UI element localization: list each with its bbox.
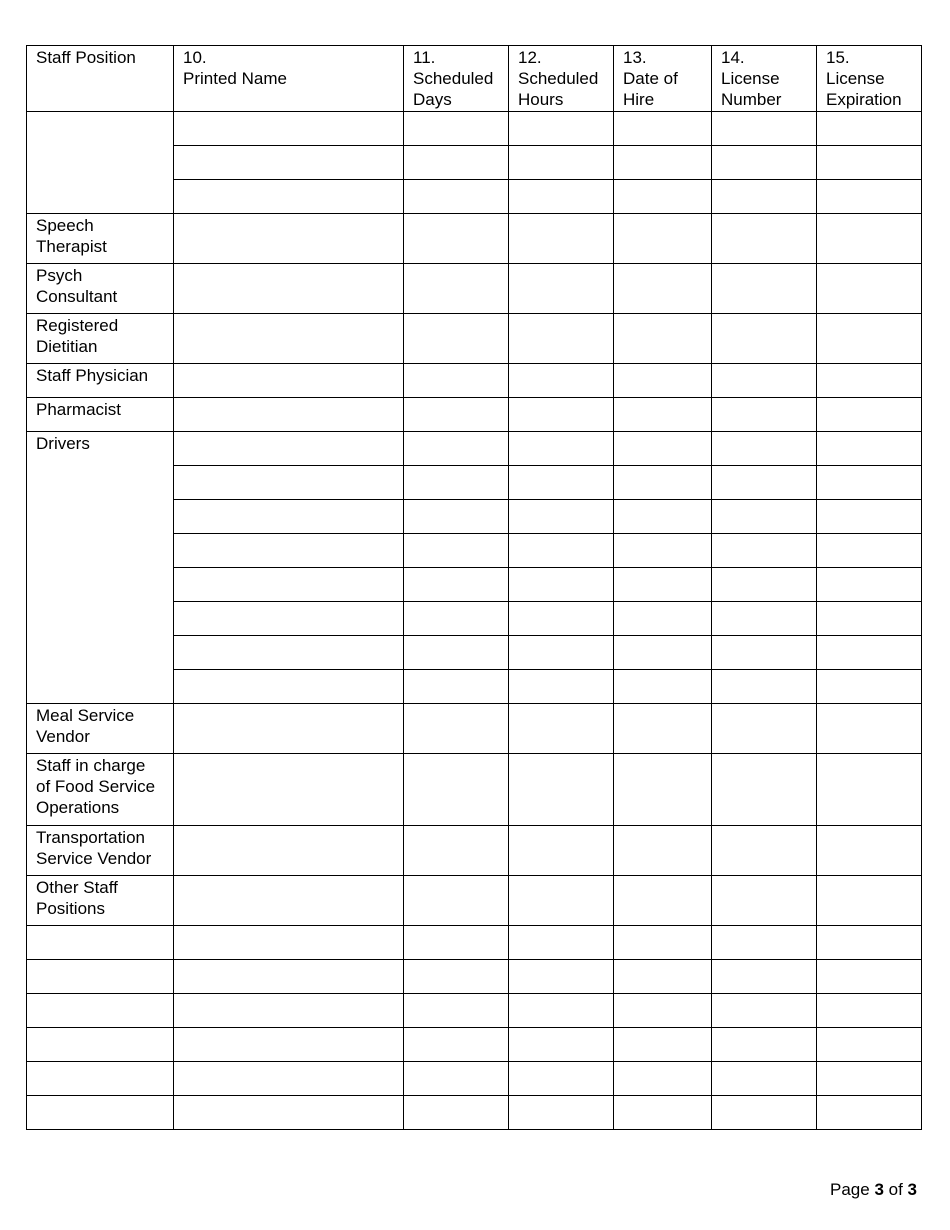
scheduled-days-field[interactable] [404, 314, 509, 364]
printed-name-field[interactable] [174, 1028, 404, 1062]
date-of-hire-field[interactable] [614, 704, 712, 754]
license-number-field[interactable] [712, 112, 817, 146]
license-number-field[interactable] [712, 754, 817, 826]
license-number-field[interactable] [712, 180, 817, 214]
staff-position-cell: Transportation Service Vendor [27, 826, 174, 876]
printed-name-field[interactable] [174, 1062, 404, 1096]
date-of-hire-field[interactable] [614, 264, 712, 314]
license-expiration-field[interactable] [817, 146, 922, 180]
staff-table [26, 45, 922, 1130]
table-row [27, 1062, 922, 1096]
scheduled-hours-field[interactable] [509, 636, 614, 670]
scheduled-days-field[interactable] [404, 214, 509, 264]
staff-position-cell[interactable] [27, 960, 174, 994]
printed-name-field[interactable] [174, 398, 404, 432]
scheduled-days-field[interactable] [404, 500, 509, 534]
date-of-hire-field[interactable] [614, 670, 712, 704]
license-number-field[interactable] [712, 466, 817, 500]
table-row [27, 398, 922, 432]
date-of-hire-field[interactable] [614, 636, 712, 670]
scheduled-hours-field[interactable] [509, 1028, 614, 1062]
staff-position-cell: Registered Dietitian [27, 314, 174, 364]
printed-name-field[interactable] [174, 926, 404, 960]
total-pages: 3 [907, 1180, 917, 1199]
license-number-field[interactable] [712, 432, 817, 466]
license-expiration-field[interactable] [817, 960, 922, 994]
date-of-hire-field[interactable] [614, 568, 712, 602]
license-number-field[interactable] [712, 826, 817, 876]
license-expiration-field[interactable] [817, 754, 922, 826]
printed-name-field[interactable] [174, 180, 404, 214]
license-number-field[interactable] [712, 500, 817, 534]
license-expiration-field[interactable] [817, 670, 922, 704]
date-of-hire-field[interactable] [614, 754, 712, 826]
scheduled-hours-field[interactable] [509, 1062, 614, 1096]
date-of-hire-field[interactable] [614, 926, 712, 960]
table-row [27, 876, 922, 926]
printed-name-field[interactable] [174, 754, 404, 826]
date-of-hire-field[interactable] [614, 314, 712, 364]
scheduled-hours-field[interactable] [509, 364, 614, 398]
scheduled-days-field[interactable] [404, 670, 509, 704]
staff-position-cell[interactable] [27, 1028, 174, 1062]
table-row [27, 1096, 922, 1130]
date-of-hire-field[interactable] [614, 180, 712, 214]
printed-name-field[interactable] [174, 826, 404, 876]
staff-position-cell: Speech Therapist [27, 214, 174, 264]
license-expiration-field[interactable] [817, 314, 922, 364]
staff-position-cell: Meal Service Vendor [27, 704, 174, 754]
staff-position-cell[interactable] [27, 926, 174, 960]
page-of: of [883, 1180, 908, 1199]
license-number-field[interactable] [712, 264, 817, 314]
table-row [27, 926, 922, 960]
printed-name-field[interactable] [174, 568, 404, 602]
scheduled-hours-field[interactable] [509, 466, 614, 500]
date-of-hire-field[interactable] [614, 146, 712, 180]
date-of-hire-field[interactable] [614, 1028, 712, 1062]
license-number-field[interactable] [712, 314, 817, 364]
printed-name-field[interactable] [174, 1096, 404, 1130]
license-number-field[interactable] [712, 1028, 817, 1062]
scheduled-hours-field[interactable] [509, 534, 614, 568]
scheduled-hours-field[interactable] [509, 112, 614, 146]
license-expiration-field[interactable] [817, 432, 922, 466]
scheduled-hours-field[interactable] [509, 1096, 614, 1130]
scheduled-hours-field[interactable] [509, 960, 614, 994]
license-number-field[interactable] [712, 602, 817, 636]
printed-name-field[interactable] [174, 704, 404, 754]
license-expiration-field[interactable] [817, 1096, 922, 1130]
license-expiration-field[interactable] [817, 994, 922, 1028]
license-expiration-field[interactable] [817, 876, 922, 926]
table-row [27, 704, 922, 754]
license-number-field[interactable] [712, 670, 817, 704]
license-number-field[interactable] [712, 398, 817, 432]
scheduled-hours-field[interactable] [509, 314, 614, 364]
license-expiration-field[interactable] [817, 214, 922, 264]
header-date-of-hire: 13. Date of Hire [614, 46, 712, 112]
date-of-hire-field[interactable] [614, 1096, 712, 1130]
scheduled-days-field[interactable] [404, 636, 509, 670]
license-number-field[interactable] [712, 960, 817, 994]
scheduled-days-field[interactable] [404, 466, 509, 500]
license-expiration-field[interactable] [817, 1028, 922, 1062]
scheduled-days-field[interactable] [404, 534, 509, 568]
printed-name-field[interactable] [174, 534, 404, 568]
scheduled-days-field[interactable] [404, 112, 509, 146]
printed-name-field[interactable] [174, 602, 404, 636]
scheduled-hours-field[interactable] [509, 994, 614, 1028]
date-of-hire-field[interactable] [614, 1062, 712, 1096]
scheduled-hours-field[interactable] [509, 432, 614, 466]
scheduled-hours-field[interactable] [509, 704, 614, 754]
printed-name-field[interactable] [174, 466, 404, 500]
scheduled-hours-field[interactable] [509, 670, 614, 704]
date-of-hire-field[interactable] [614, 826, 712, 876]
license-number-field[interactable] [712, 534, 817, 568]
date-of-hire-field[interactable] [614, 994, 712, 1028]
page-prefix: Page [830, 1180, 875, 1199]
staff-position-cell: Staff Physician [27, 364, 174, 398]
scheduled-days-field[interactable] [404, 602, 509, 636]
license-expiration-field[interactable] [817, 568, 922, 602]
license-expiration-field[interactable] [817, 534, 922, 568]
table-row [27, 826, 922, 876]
scheduled-days-field[interactable] [404, 704, 509, 754]
scheduled-hours-field[interactable] [509, 398, 614, 432]
scheduled-days-field[interactable] [404, 364, 509, 398]
license-number-field[interactable] [712, 146, 817, 180]
current-page: 3 [874, 1180, 884, 1199]
staff-position-cell[interactable] [27, 994, 174, 1028]
date-of-hire-field[interactable] [614, 960, 712, 994]
scheduled-hours-field[interactable] [509, 926, 614, 960]
license-expiration-field[interactable] [817, 926, 922, 960]
scheduled-days-field[interactable] [404, 754, 509, 826]
scheduled-hours-field[interactable] [509, 568, 614, 602]
date-of-hire-field[interactable] [614, 466, 712, 500]
table-row [27, 364, 922, 398]
printed-name-field[interactable] [174, 670, 404, 704]
license-number-field[interactable] [712, 1062, 817, 1096]
date-of-hire-field[interactable] [614, 398, 712, 432]
table-row [27, 432, 922, 466]
license-number-field[interactable] [712, 364, 817, 398]
license-expiration-field[interactable] [817, 112, 922, 146]
license-number-field[interactable] [712, 876, 817, 926]
scheduled-days-field[interactable] [404, 826, 509, 876]
date-of-hire-field[interactable] [614, 876, 712, 926]
license-number-field[interactable] [712, 994, 817, 1028]
license-expiration-field[interactable] [817, 704, 922, 754]
staff-position-cell: Psych Consultant [27, 264, 174, 314]
license-expiration-field[interactable] [817, 364, 922, 398]
scheduled-days-field[interactable] [404, 1062, 509, 1096]
scheduled-days-field[interactable] [404, 180, 509, 214]
date-of-hire-field[interactable] [614, 534, 712, 568]
header-row [27, 46, 922, 112]
header-staff-position: Staff Position [27, 46, 174, 112]
scheduled-days-field[interactable] [404, 432, 509, 466]
scheduled-hours-field[interactable] [509, 180, 614, 214]
license-expiration-field[interactable] [817, 1062, 922, 1096]
scheduled-hours-field[interactable] [509, 500, 614, 534]
scheduled-days-field[interactable] [404, 264, 509, 314]
header-license-number: 14. License Number [712, 46, 817, 112]
scheduled-days-field[interactable] [404, 568, 509, 602]
printed-name-field[interactable] [174, 994, 404, 1028]
staff-position-cell: Drivers [27, 432, 174, 704]
date-of-hire-field[interactable] [614, 432, 712, 466]
header-printed-name: 10. Printed Name [174, 46, 404, 112]
header-scheduled-days: 11. Scheduled Days [404, 46, 509, 112]
license-expiration-field[interactable] [817, 636, 922, 670]
printed-name-field[interactable] [174, 264, 404, 314]
staff-position-cell[interactable] [27, 112, 174, 214]
staff-position-cell[interactable] [27, 1062, 174, 1096]
license-expiration-field[interactable] [817, 264, 922, 314]
scheduled-hours-field[interactable] [509, 754, 614, 826]
table-row [27, 112, 922, 146]
date-of-hire-field[interactable] [614, 602, 712, 636]
scheduled-hours-field[interactable] [509, 214, 614, 264]
staff-position-cell: Pharmacist [27, 398, 174, 432]
date-of-hire-field[interactable] [614, 500, 712, 534]
license-number-field[interactable] [712, 926, 817, 960]
license-expiration-field[interactable] [817, 180, 922, 214]
scheduled-hours-field[interactable] [509, 876, 614, 926]
license-expiration-field[interactable] [817, 602, 922, 636]
staff-position-cell: Staff in charge of Food Service Operations [27, 754, 174, 826]
table-row [27, 214, 922, 264]
scheduled-days-field[interactable] [404, 876, 509, 926]
printed-name-field[interactable] [174, 500, 404, 534]
date-of-hire-field[interactable] [614, 214, 712, 264]
printed-name-field[interactable] [174, 636, 404, 670]
license-number-field[interactable] [712, 1096, 817, 1130]
scheduled-hours-field[interactable] [509, 264, 614, 314]
license-number-field[interactable] [712, 636, 817, 670]
printed-name-field[interactable] [174, 960, 404, 994]
printed-name-field[interactable] [174, 146, 404, 180]
scheduled-days-field[interactable] [404, 1096, 509, 1130]
printed-name-field[interactable] [174, 314, 404, 364]
printed-name-field[interactable] [174, 112, 404, 146]
license-number-field[interactable] [712, 568, 817, 602]
scheduled-days-field[interactable] [404, 146, 509, 180]
printed-name-field[interactable] [174, 214, 404, 264]
header-license-expiration: 15. License Expiration [817, 46, 922, 112]
printed-name-field[interactable] [174, 876, 404, 926]
scheduled-days-field[interactable] [404, 994, 509, 1028]
scheduled-hours-field[interactable] [509, 146, 614, 180]
license-expiration-field[interactable] [817, 398, 922, 432]
scheduled-days-field[interactable] [404, 960, 509, 994]
scheduled-days-field[interactable] [404, 398, 509, 432]
license-expiration-field[interactable] [817, 466, 922, 500]
date-of-hire-field[interactable] [614, 112, 712, 146]
license-expiration-field[interactable] [817, 500, 922, 534]
table-row [27, 960, 922, 994]
header-scheduled-hours: 12. Scheduled Hours [509, 46, 614, 112]
scheduled-hours-field[interactable] [509, 602, 614, 636]
license-expiration-field[interactable] [817, 826, 922, 876]
table-row [27, 264, 922, 314]
license-number-field[interactable] [712, 704, 817, 754]
printed-name-field[interactable] [174, 432, 404, 466]
staff-position-cell[interactable] [27, 1096, 174, 1130]
scheduled-hours-field[interactable] [509, 826, 614, 876]
scheduled-days-field[interactable] [404, 1028, 509, 1062]
page-number [830, 1180, 917, 1200]
date-of-hire-field[interactable] [614, 364, 712, 398]
license-number-field[interactable] [712, 214, 817, 264]
table-row [27, 314, 922, 364]
table-row [27, 754, 922, 826]
scheduled-days-field[interactable] [404, 926, 509, 960]
staff-position-cell: Other Staff Positions [27, 876, 174, 926]
table-row [27, 994, 922, 1028]
table-row [27, 1028, 922, 1062]
printed-name-field[interactable] [174, 364, 404, 398]
